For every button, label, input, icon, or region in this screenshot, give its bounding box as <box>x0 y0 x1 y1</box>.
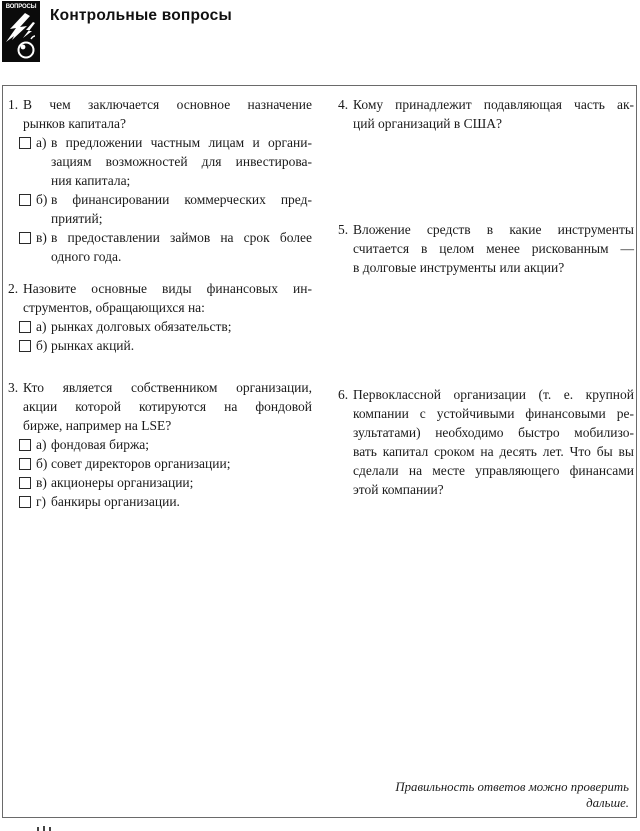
option-row <box>8 133 312 190</box>
option-row <box>8 435 312 454</box>
checkbox[interactable] <box>19 194 31 206</box>
question-2 <box>8 279 312 355</box>
question-text: Назовите основные виды финансовых ин- струментов, обращающихся на: а) рынках долговых обязательств; б) рынках акций. <box>23 279 312 355</box>
option-text: акционеры организации; <box>51 475 194 490</box>
option-text: в предложении частным лицам и органи- зациям возможностей для инвестирова- ния капитала; <box>51 135 312 188</box>
option-text: в предоставлении займов на срок более одного года. <box>51 230 312 264</box>
option-text: в финансировании коммерческих пред- приятий; <box>51 192 312 226</box>
question-1 <box>8 95 312 266</box>
checkbox[interactable] <box>19 439 31 451</box>
question-number: 5. <box>338 222 349 237</box>
question-number: 3. <box>8 380 19 395</box>
checkbox[interactable] <box>19 321 31 333</box>
footer-note <box>329 780 629 811</box>
option-letter: а) <box>36 135 47 150</box>
option-row <box>8 454 312 473</box>
option-letter: а) <box>36 319 47 334</box>
question-5 <box>338 220 634 277</box>
question-1-options <box>8 133 312 266</box>
option-row <box>8 228 312 266</box>
option-letter: в) <box>36 475 47 490</box>
option-letter: б) <box>36 456 48 471</box>
question-6 <box>338 385 634 499</box>
option-letter: а) <box>36 437 47 452</box>
question-number: 1. <box>8 97 19 112</box>
option-row <box>8 190 312 228</box>
question-4 <box>338 95 634 133</box>
option-letter: б) <box>36 192 48 207</box>
questions-badge <box>2 1 40 62</box>
footer-note-line: дальше. <box>586 795 629 810</box>
option-letter: б) <box>36 338 48 353</box>
question-number: 4. <box>338 97 349 112</box>
questions-column-left <box>8 95 312 511</box>
checkbox[interactable] <box>19 232 31 244</box>
option-row <box>8 336 312 355</box>
checkbox[interactable] <box>19 458 31 470</box>
question-text: Кто является собственником организации, акции которой котируются на фондовой бирже, например на LSE? а) фондовая биржа; б) совет директоров организации; в) акционеры организации; г) банкиры организации. <box>23 378 312 511</box>
checkbox[interactable] <box>19 496 31 508</box>
questions-column-right <box>338 95 634 499</box>
page-number-clipped <box>37 825 57 831</box>
option-text: рынках акций. <box>51 338 135 353</box>
lightning-ball-icon <box>2 9 40 62</box>
footer-note-line: Правильность ответов можно проверить <box>395 780 629 794</box>
question-number: 2. <box>8 281 19 296</box>
question-text: Первоклассной организации (т. е. крупной компании с устойчивыми финансовыми ре- зультатами) необходимо быстро мобилизо- вать капитал сроком на десять лет. Что бы вы сделали на месте управляющего финансами этой компании? <box>353 387 634 497</box>
option-text: рынках долговых обязательств; <box>51 319 232 334</box>
page-title: Контрольные вопросы <box>50 7 232 24</box>
option-text: совет директоров организации; <box>51 456 231 471</box>
option-row <box>8 317 312 336</box>
option-row <box>8 473 312 492</box>
question-number: 6. <box>338 387 349 402</box>
question-2-options <box>8 317 312 355</box>
question-3 <box>8 378 312 511</box>
question-text: Кому принадлежит подавляющая часть ак- ций организаций в США? <box>353 97 634 131</box>
option-text: банкиры организации. <box>51 494 180 509</box>
checkbox[interactable] <box>19 137 31 149</box>
option-text: фондовая биржа; <box>51 437 150 452</box>
checkbox[interactable] <box>19 340 31 352</box>
option-letter: г) <box>36 494 47 509</box>
questions-badge-label: ВОПРОСЫ <box>5 3 37 10</box>
option-letter: в) <box>36 230 47 245</box>
checkbox[interactable] <box>19 477 31 489</box>
question-text: В чем заключается основное назначение рынков капитала? а) в предложении частным лицам и органи- зациям возможностей для инвестирова- ния капитала; б) в финансировании коммерческих пред- приятий; в) в предоставлении займов на срок более одного года. <box>23 95 312 266</box>
question-3-options <box>8 435 312 511</box>
questions-panel <box>2 85 637 818</box>
question-text: Вложение средств в какие инструменты считается в целом менее рискованным — в долговые инструменты или акции? <box>353 222 634 275</box>
option-row <box>8 492 312 511</box>
